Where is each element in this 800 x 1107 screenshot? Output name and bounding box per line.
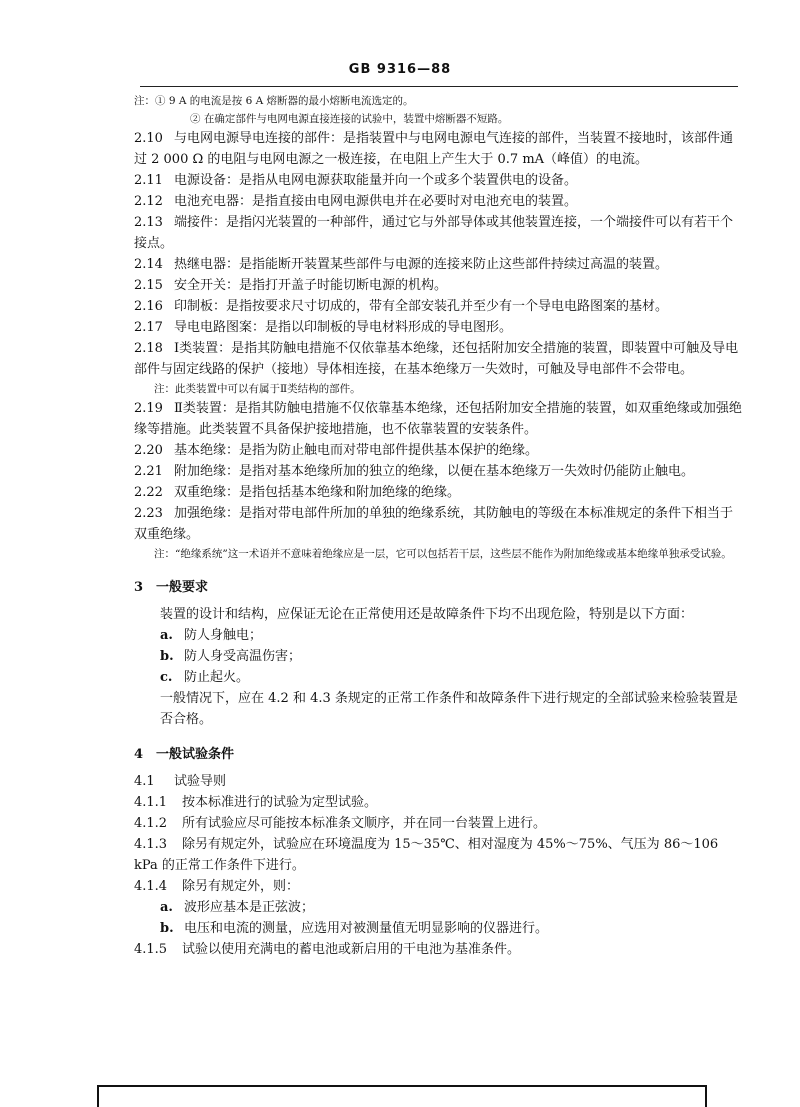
clause-number: 2.20 bbox=[134, 443, 163, 458]
list-text: 电压和电流的测量，应选用对被测量值无明显影响的仪器进行。 bbox=[184, 921, 549, 936]
clause-number: 4.1 bbox=[134, 774, 155, 789]
clause bbox=[134, 191, 744, 212]
list-text: 波形应基本是正弦波； bbox=[184, 900, 315, 915]
clause-text: 导电电路图案：是指以印制板的导电材料形成的导电图形。 bbox=[174, 320, 513, 335]
clause bbox=[134, 296, 744, 317]
clause bbox=[134, 461, 744, 482]
clause bbox=[134, 834, 744, 876]
clause-text: 与电网电源导电连接的部件：是指装置中与电网电源电气连接的部件，当装置不接地时，该部件通过 2 000 Ω 的电阻与电网电源之一极连接，在电阻上产生大于 0.7 mA（峰值）的电流。 bbox=[134, 131, 734, 167]
clause bbox=[134, 170, 744, 191]
clause-text: 热继电器：是指能断开装置某些部件与电源的连接来防止这些部件持续过高温的装置。 bbox=[174, 257, 669, 272]
clause-number: 2.22 bbox=[134, 485, 163, 500]
clause-number: 2.11 bbox=[134, 173, 163, 188]
list-text: 防人身受高温伤害； bbox=[184, 649, 302, 664]
list-marker: a. bbox=[160, 628, 173, 643]
clause-number: 4.1.3 bbox=[134, 837, 168, 852]
clause bbox=[134, 792, 744, 813]
clause-list-b bbox=[134, 398, 744, 545]
clause bbox=[134, 254, 744, 275]
clause-text: 基本绝缘：是指为防止触电而对带电部件提供基本保护的绝缘。 bbox=[174, 443, 539, 458]
clause-number: 2.15 bbox=[134, 278, 163, 293]
clause-text: 端接件：是指闪光装置的一种部件，通过它与外部导体或其他装置连接，一个端接件可以有若干个接点。 bbox=[134, 215, 734, 251]
clause-number: 2.14 bbox=[134, 257, 163, 272]
clause bbox=[134, 128, 744, 170]
clause-text: Ⅰ类装置：是指其防触电措施不仅依靠基本绝缘，还包括附加安全措施的装置，即装置中可触及导电部件与固定线路的保护（接地）导体相连接，在基本绝缘万一失效时，可触及导电部件不会带电。 bbox=[134, 341, 739, 377]
clause-text: 除另有规定外，试验应在环境温度为 15～35℃、相对湿度为 45%～75%、气压为 86～106 kPa 的正常工作条件下进行。 bbox=[134, 837, 719, 873]
clause-number: 2.13 bbox=[134, 215, 163, 230]
clause-number: 2.12 bbox=[134, 194, 163, 209]
clause-text: 除另有规定外，则： bbox=[182, 879, 300, 894]
section-number: 3 bbox=[134, 580, 144, 595]
clause-text: 加强绝缘：是指对带电部件所加的单独的绝缘系统，其防触电的等级在本标准规定的条件下相当于双重绝缘。 bbox=[134, 506, 734, 542]
section-title-text: 一般要求 bbox=[156, 580, 209, 595]
header-rule bbox=[140, 86, 738, 87]
clause-number: 4.1.1 bbox=[134, 795, 168, 810]
clause-text: Ⅱ类装置：是指其防触电措施不仅依靠基本绝缘，还包括附加安全措施的装置，如双重绝缘或加强绝缘等措施。此类装置不具备保护接地措施，也不依靠装置的安装条件。 bbox=[134, 401, 742, 437]
clause-text: 附加绝缘：是指对基本绝缘所加的独立的绝缘，以便在基本绝缘万一失效时仍能防止触电。 bbox=[174, 464, 695, 479]
document-body bbox=[134, 92, 744, 960]
bottom-frame bbox=[97, 1085, 707, 1107]
page-header: GB 9316—88 bbox=[348, 62, 452, 77]
clause-number: 2.21 bbox=[134, 464, 163, 479]
clause-text: 电池充电器：是指直接由电网电源供电并在必要时对电池充电的装置。 bbox=[174, 194, 578, 209]
clause-text: 按本标准进行的试验为定型试验。 bbox=[182, 795, 378, 810]
clause bbox=[134, 338, 744, 380]
list-text: 防止起火。 bbox=[184, 670, 250, 685]
clause bbox=[134, 939, 744, 960]
list-item bbox=[134, 625, 744, 646]
section-3-title bbox=[134, 577, 744, 598]
list-marker: a. bbox=[160, 900, 173, 915]
clause-text: 双重绝缘：是指包括基本绝缘和附加绝缘的绝缘。 bbox=[174, 485, 461, 500]
clause bbox=[134, 212, 744, 254]
list-marker: c. bbox=[160, 670, 173, 685]
clause-text: 安全开关：是指打开盖子时能切断电源的机构。 bbox=[174, 278, 448, 293]
list-item bbox=[134, 646, 744, 667]
clause-number: 4.1.4 bbox=[134, 879, 168, 894]
note-top-1: 注：① 9 A 的电流是按 6 A 熔断器的最小熔断电流选定的。 bbox=[134, 95, 414, 107]
list-item bbox=[134, 667, 744, 688]
clause-list-a bbox=[134, 128, 744, 380]
clause bbox=[134, 876, 744, 897]
clause-text: 试验导则 bbox=[174, 774, 227, 789]
clause bbox=[134, 275, 744, 296]
clause bbox=[134, 482, 744, 503]
clause-text: 电源设备：是指从电网电源获取能量并向一个或多个装置供电的设备。 bbox=[174, 173, 578, 188]
clause-number: 4.1.5 bbox=[134, 942, 168, 957]
section-title-text: 一般试验条件 bbox=[156, 747, 235, 762]
clause-text: 印制板：是指按要求尺寸切成的，带有全部安装孔并至少有一个导电电路图案的基材。 bbox=[174, 299, 669, 314]
clause bbox=[134, 771, 744, 792]
clause-number: 2.16 bbox=[134, 299, 163, 314]
clause-number: 2.17 bbox=[134, 320, 163, 335]
section-4-title bbox=[134, 744, 744, 765]
note-2-18: 注：此类装置中可以有属于Ⅱ类结构的部件。 bbox=[154, 383, 361, 395]
list-item bbox=[134, 918, 744, 939]
clause-text: 试验以使用充满电的蓄电池或新启用的干电池为基准条件。 bbox=[182, 942, 521, 957]
note-2-23: 注：“绝缘系统”这一术语并不意味着绝缘应是一层，它可以包括若干层，这些层不能作为附加绝缘或基本绝缘单独承受试验。 bbox=[154, 548, 732, 560]
list-marker: b. bbox=[160, 649, 174, 664]
clause-number: 2.23 bbox=[134, 506, 163, 521]
section-3-intro: 装置的设计和结构，应保证无论在正常使用还是故障条件下均不出现危险，特别是以下方面： bbox=[160, 607, 694, 622]
clause-number: 4.1.2 bbox=[134, 816, 168, 831]
clause-number: 2.10 bbox=[134, 131, 163, 146]
list-text: 防人身触电； bbox=[184, 628, 263, 643]
list-item bbox=[134, 897, 744, 918]
section-3-closing: 一般情况下，应在 4.2 和 4.3 条规定的正常工作条件和故障条件下进行规定的全部试验来检验装置是否合格。 bbox=[160, 691, 738, 727]
clause-number: 2.19 bbox=[134, 401, 163, 416]
section-number: 4 bbox=[134, 747, 144, 762]
clause bbox=[134, 503, 744, 545]
note-top-2: ② 在确定部件与电网电源直接连接的试验中，装置中熔断器不短路。 bbox=[190, 113, 509, 125]
clause bbox=[134, 440, 744, 461]
clause-number: 2.18 bbox=[134, 341, 163, 356]
clause bbox=[134, 398, 744, 440]
list-marker: b. bbox=[160, 921, 174, 936]
clause bbox=[134, 317, 744, 338]
clause bbox=[134, 813, 744, 834]
clause-text: 所有试验应尽可能按本标准条文顺序，并在同一台装置上进行。 bbox=[182, 816, 547, 831]
